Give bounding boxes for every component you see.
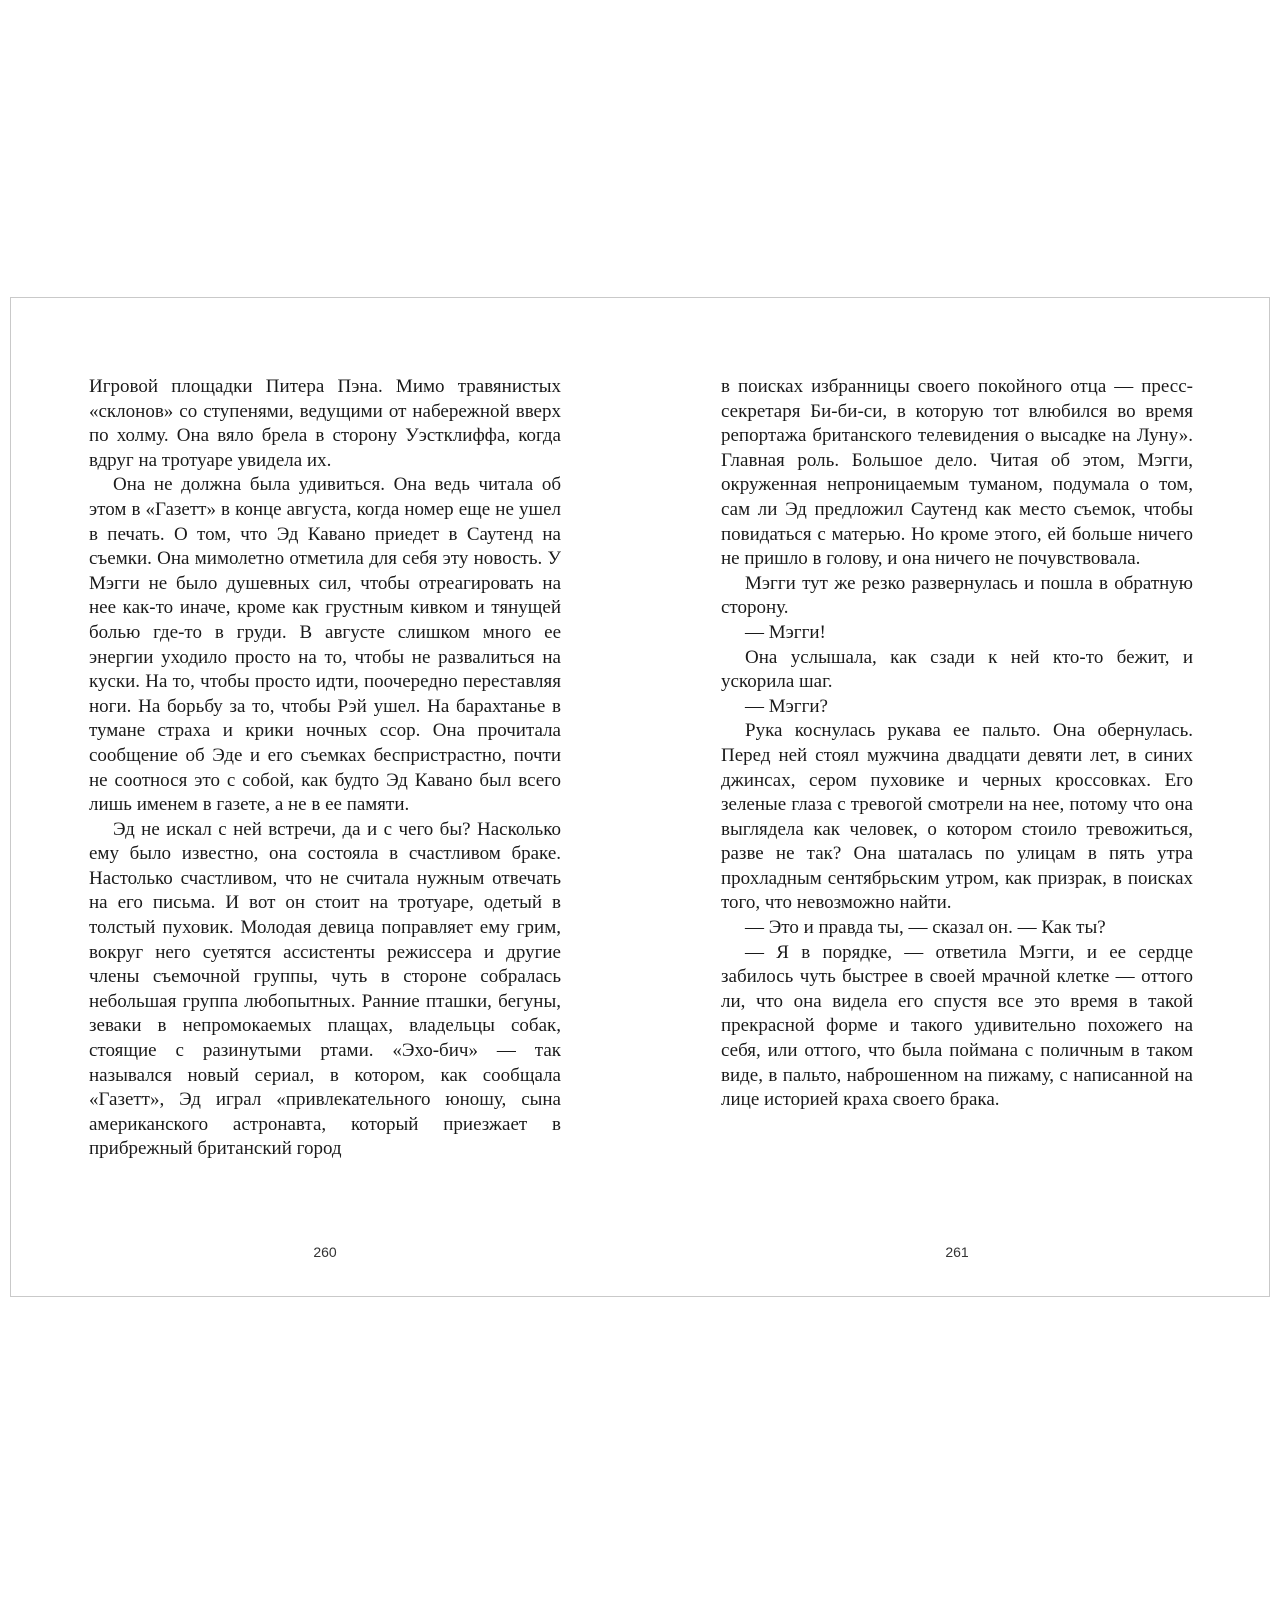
right-paragraph-7: — Это и правда ты, — сказал он. — Как ты? (745, 917, 1106, 939)
left-paragraph-2: Она не должна была удивиться. Она ведь читала об этом в «Газетт» в конце августа, когда номер еще не ушел в печать. О том, что Эд Кавано приедет в Саутенд на съемки. Она мимолетно отметила для себя эту новость. У Мэгги не было душевных сил, чтобы отреагировать на нее как-то иначе, кроме как грустным кивком и тянущей болью где-то в груди. В августе слишком много ее энергии уходило просто на то, чтобы не развалиться на куски. На то, чтобы просто идти, поочередно переставляя ноги. На борьбу за то, чтобы Рэй ушел. На барахтанье в тумане страха и крики ночных ссор. Она прочитала сообщение об Эде и его съемках беспристрастно, почти не соотнося это с собой, как будто Эд Кавано был всего лишь именем в газете, а не в ее памяти. (89, 474, 561, 816)
book-spread (10, 297, 1270, 1297)
right-page (721, 375, 1193, 1113)
right-paragraph-6: Рука коснулась рукава ее пальто. Она обернулась. Перед ней стоял мужчина двадцати девяти лет, в синих джинсах, сером пуховике и черных кроссовках. Его зеленые глаза с тревогой смотрели на нее, потому что она выглядела как человек, о котором стоило тревожиться, разве не так? Она шаталась по улицам в пять утра прохладным сентябрьским утром, как призрак, в поисках того, что невозможно найти. (721, 720, 1193, 914)
right-paragraph-1: в поисках избранницы своего покойного отца — пресс-секретаря Би-би-си, в которую тот влюбился во время репортажа британского телевидения о высадке на Луну». Главная роль. Большое дело. Читая об этом, Мэгги, окруженная непроницаемым туманом, подумала о том, сам ли Эд предложил Саутенд как место съемок, чтобы повидаться с матерью. Но кроме этого, ей больше ничего не пришло в голову, и она ничего не почувствовала. (721, 376, 1193, 570)
right-paragraph-3: — Мэгги! (745, 621, 826, 643)
right-paragraph-4: Она услышала, как сзади к ней кто-то бежит, и ускорила шаг. (721, 646, 1193, 693)
right-page-number: 261 (945, 1244, 969, 1260)
right-paragraph-2: Мэгги тут же резко развернулась и пошла в обратную сторону. (721, 572, 1193, 619)
left-page-number: 260 (313, 1244, 337, 1260)
left-paragraph-1: Игровой площадки Питера Пэна. Мимо травянистых «склонов» со ступенями, ведущими от набережной вверх по холму. Она вяло брела в сторону Уэстклиффа, когда вдруг на тротуаре увидела их. (89, 376, 561, 471)
left-page (89, 375, 561, 1162)
left-paragraph-3: Эд не искал с ней встречи, да и с чего бы? Насколько ему было известно, она состояла в счастливом браке. Настолько счастливом, что не считала нужным отвечать на его письма. И вот он стоит на тротуаре, одетый в толстый пуховик. Молодая девица поправляет ему грим, вокруг него суетятся ассистенты режиссера и другие члены съемочной группы, чуть в стороне собралась небольшая группа любопытных. Ранние пташки, бегуны, зеваки в непромокаемых плащах, владельцы собак, стоящие с разинутыми ртами. «Эхо-бич» — так назывался новый сериал, в котором, как сообщала «Газетт», Эд играл «привлекательного юношу, сына американского астронавта, который приезжает в прибрежный британский город (89, 818, 561, 1160)
right-paragraph-5: — Мэгги? (745, 695, 828, 717)
right-paragraph-8: — Я в порядке, — ответила Мэгги, и ее сердце забилось чуть быстрее в своей мрачной клетке — оттого ли, что она видела его спустя все это время в такой прекрасной форме и такого удивительно похожего на себя, или оттого, что была поймана с поличным в таком виде, в пальто, наброшенном на пижаму, с написанной на лице историей краха своего брака. (721, 941, 1193, 1111)
